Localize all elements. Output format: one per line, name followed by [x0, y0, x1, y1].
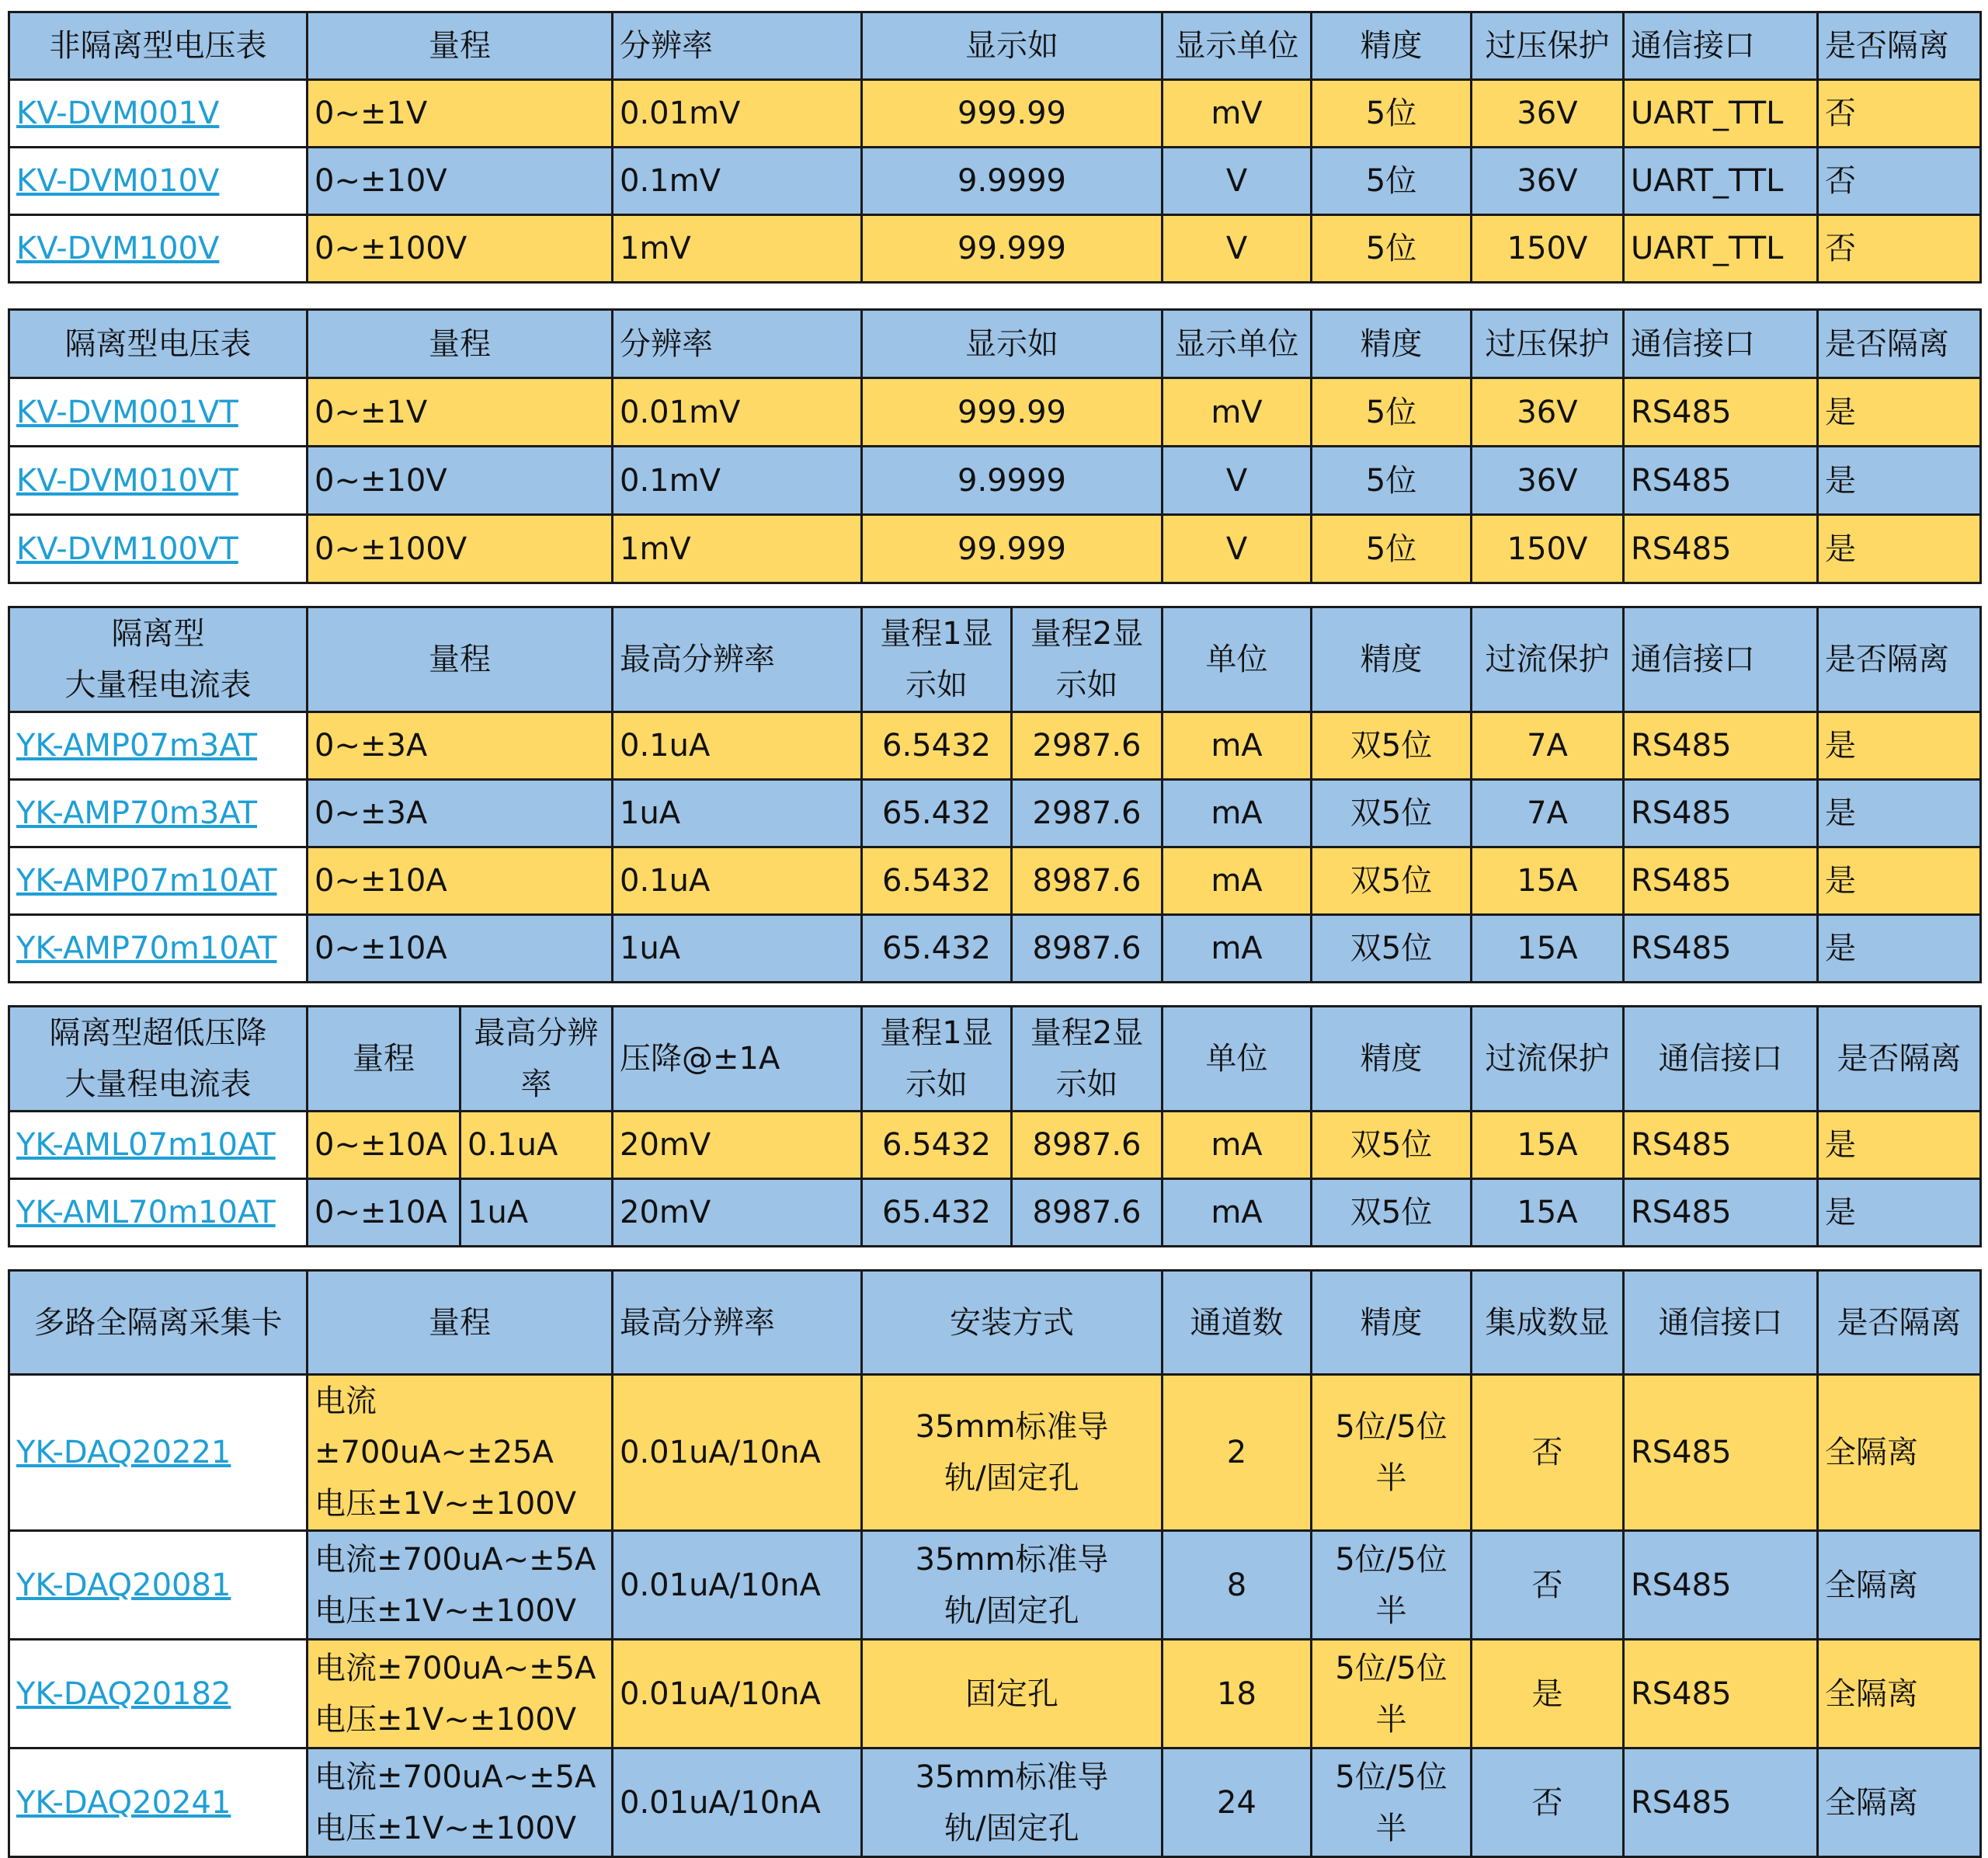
protection-cell: 15A — [1472, 1112, 1624, 1179]
range-cell: 0~±10A — [308, 915, 613, 983]
table-row — [9, 148, 1981, 215]
resolution-cell: 0.1mV — [613, 148, 862, 215]
header-cell: 非隔离型电压表 — [9, 12, 308, 80]
header-cell: 量程 — [308, 1007, 461, 1112]
model-cell — [9, 712, 308, 780]
range-cell: 0~±100V — [308, 215, 613, 283]
display-cell: 999.99 — [862, 80, 1163, 148]
table-row — [9, 712, 1981, 780]
header-row — [9, 12, 1981, 80]
header-cell: 隔离型 大量程电流表 — [9, 607, 308, 712]
table-row — [9, 1179, 1981, 1247]
header-cell: 压降@±1A — [613, 1007, 862, 1112]
interface-cell: RS485 — [1624, 1531, 1818, 1640]
header-cell: 过流保护 — [1472, 607, 1624, 712]
header-cell: 精度 — [1312, 12, 1472, 80]
range-cell: 电流±700uA~±5A 电压±1V~±100V — [308, 1640, 613, 1748]
interface-cell: RS485 — [1624, 915, 1818, 983]
voltage-drop-cell: 20mV — [613, 1112, 862, 1179]
model-cell — [9, 515, 308, 583]
interface-cell: RS485 — [1624, 1640, 1818, 1748]
model-cell — [9, 1640, 308, 1748]
isolation-cell: 否 — [1818, 215, 1981, 283]
model-link[interactable]: YK-AMP07m10AT — [16, 863, 277, 899]
header-row — [9, 1271, 1981, 1375]
header-cell: 最高分辨率 — [613, 1271, 862, 1375]
interface-cell: RS485 — [1624, 447, 1818, 515]
range-cell: 0~±100V — [308, 515, 613, 583]
model-cell — [9, 1179, 308, 1247]
range1-display-cell: 65.432 — [862, 780, 1012, 847]
model-link[interactable]: KV-DVM001VT — [16, 394, 238, 430]
table-daq-card — [8, 1269, 1982, 1858]
header-cell: 量程1显 示如 — [862, 1007, 1012, 1112]
header-cell: 过压保护 — [1472, 310, 1624, 378]
unit-cell: mA — [1163, 1179, 1312, 1247]
table-row — [9, 1375, 1981, 1531]
model-link[interactable]: YK-DAQ20182 — [16, 1675, 231, 1712]
range1-display-cell: 6.5432 — [862, 1112, 1012, 1179]
table-row — [9, 80, 1981, 148]
header-row — [9, 310, 1981, 378]
model-cell — [9, 80, 308, 148]
header-cell: 显示如 — [862, 310, 1163, 378]
model-link[interactable]: YK-AML07m10AT — [16, 1127, 276, 1163]
header-cell: 通信接口 — [1624, 310, 1818, 378]
header-cell: 过流保护 — [1472, 1007, 1624, 1112]
header-cell: 最高分辨率 — [613, 607, 862, 712]
model-cell — [9, 447, 308, 515]
channels-cell: 2 — [1163, 1375, 1312, 1531]
resolution-cell: 1mV — [613, 215, 862, 283]
range-cell: 0~±1V — [308, 80, 613, 148]
resolution-cell: 0.01mV — [613, 80, 862, 148]
header-cell: 量程2显 示如 — [1012, 1007, 1163, 1112]
mounting-cell: 35mm标准导 轨/固定孔 — [862, 1375, 1163, 1531]
header-cell: 是否隔离 — [1818, 310, 1981, 378]
isolation-cell: 是 — [1818, 1179, 1981, 1247]
display-integrated-cell: 是 — [1472, 1640, 1624, 1748]
range-cell: 0~±10A — [308, 1179, 461, 1247]
header-cell: 集成数显 — [1472, 1271, 1624, 1375]
unit-cell: mA — [1163, 847, 1312, 915]
protection-cell: 15A — [1472, 1179, 1624, 1247]
header-cell: 隔离型超低压降 大量程电流表 — [9, 1007, 308, 1112]
interface-cell: RS485 — [1624, 378, 1818, 447]
table-row — [9, 915, 1981, 983]
header-cell: 是否隔离 — [1818, 607, 1981, 712]
model-cell — [9, 378, 308, 447]
header-cell: 通道数 — [1163, 1271, 1312, 1375]
header-cell: 量程 — [308, 607, 613, 712]
interface-cell: UART_TTL — [1624, 80, 1818, 148]
display-integrated-cell: 否 — [1472, 1748, 1624, 1857]
header-cell: 显示单位 — [1163, 310, 1312, 378]
accuracy-cell: 5位 — [1312, 215, 1472, 283]
interface-cell: UART_TTL — [1624, 148, 1818, 215]
header-row — [9, 607, 1981, 712]
protection-cell: 15A — [1472, 847, 1624, 915]
model-cell — [9, 915, 308, 983]
isolation-cell: 否 — [1818, 80, 1981, 148]
header-cell: 通信接口 — [1624, 12, 1818, 80]
display-cell: 99.999 — [862, 215, 1163, 283]
accuracy-cell: 5位 — [1312, 378, 1472, 447]
header-cell: 是否隔离 — [1818, 1271, 1981, 1375]
table-row — [9, 1531, 1981, 1640]
resolution-cell: 0.01uA/10nA — [613, 1531, 862, 1640]
header-cell: 安装方式 — [862, 1271, 1163, 1375]
table-row — [9, 847, 1981, 915]
resolution-cell: 0.1uA — [461, 1112, 613, 1179]
interface-cell: RS485 — [1624, 712, 1818, 780]
model-link[interactable]: KV-DVM100V — [16, 231, 220, 266]
protection-cell: 15A — [1472, 915, 1624, 983]
display-integrated-cell: 否 — [1472, 1375, 1624, 1531]
isolation-cell: 全隔离 — [1818, 1531, 1981, 1640]
header-cell: 通信接口 — [1624, 607, 1818, 712]
header-cell: 量程1显 示如 — [862, 607, 1012, 712]
resolution-cell: 0.01uA/10nA — [613, 1748, 862, 1857]
voltage-drop-cell: 20mV — [613, 1179, 862, 1247]
header-cell: 精度 — [1312, 310, 1472, 378]
model-link[interactable]: YK-AMP07m3AT — [16, 728, 258, 764]
isolation-cell: 全隔离 — [1818, 1375, 1981, 1531]
accuracy-cell: 5位/5位 半 — [1312, 1640, 1472, 1748]
model-cell — [9, 780, 308, 847]
interface-cell: RS485 — [1624, 847, 1818, 915]
isolation-cell: 是 — [1818, 447, 1981, 515]
accuracy-cell: 双5位 — [1312, 712, 1472, 780]
mounting-cell: 35mm标准导 轨/固定孔 — [862, 1748, 1163, 1857]
resolution-cell: 0.01uA/10nA — [613, 1375, 862, 1531]
resolution-cell: 1uA — [613, 915, 862, 983]
header-cell: 最高分辨 率 — [461, 1007, 613, 1112]
accuracy-cell: 双5位 — [1312, 780, 1472, 847]
range2-display-cell: 2987.6 — [1012, 712, 1163, 780]
accuracy-cell: 5位 — [1312, 148, 1472, 215]
range2-display-cell: 8987.6 — [1012, 915, 1163, 983]
accuracy-cell: 5位 — [1312, 80, 1472, 148]
header-cell: 精度 — [1312, 1271, 1472, 1375]
table-low-drop-ammeter — [8, 1005, 1982, 1247]
header-cell: 量程 — [308, 12, 613, 80]
model-link[interactable]: KV-DVM100VT — [16, 531, 238, 567]
table-row — [9, 1112, 1981, 1179]
range2-display-cell: 8987.6 — [1012, 1179, 1163, 1247]
mounting-cell: 35mm标准导 轨/固定孔 — [862, 1531, 1163, 1640]
accuracy-cell: 5位/5位 半 — [1312, 1531, 1472, 1640]
model-cell — [9, 847, 308, 915]
display-cell: 9.9999 — [862, 148, 1163, 215]
model-link[interactable]: YK-DAQ20081 — [16, 1567, 231, 1603]
range-cell: 电流±700uA~±25A 电压±1V~±100V — [308, 1375, 613, 1531]
range-cell: 0~±3A — [308, 780, 613, 847]
range-cell: 0~±1V — [308, 378, 613, 447]
mounting-cell: 固定孔 — [862, 1640, 1163, 1748]
isolation-cell: 全隔离 — [1818, 1640, 1981, 1748]
model-link[interactable]: KV-DVM010V — [16, 163, 220, 199]
protection-cell: 36V — [1472, 378, 1624, 447]
range2-display-cell: 2987.6 — [1012, 780, 1163, 847]
accuracy-cell: 双5位 — [1312, 915, 1472, 983]
interface-cell: UART_TTL — [1624, 215, 1818, 283]
protection-cell: 36V — [1472, 80, 1624, 148]
table-isolated-voltmeter — [8, 308, 1982, 584]
accuracy-cell: 双5位 — [1312, 1179, 1472, 1247]
model-link[interactable]: KV-DVM010VT — [16, 462, 238, 499]
header-cell: 单位 — [1163, 1007, 1312, 1112]
range1-display-cell: 65.432 — [862, 1179, 1012, 1247]
model-link[interactable]: YK-DAQ20241 — [16, 1784, 231, 1821]
resolution-cell: 0.1uA — [613, 847, 862, 915]
accuracy-cell: 双5位 — [1312, 847, 1472, 915]
resolution-cell: 1uA — [461, 1179, 613, 1247]
model-cell — [9, 148, 308, 215]
channels-cell: 18 — [1163, 1640, 1312, 1748]
model-cell — [9, 1531, 308, 1640]
protection-cell: 7A — [1472, 780, 1624, 847]
header-cell: 精度 — [1312, 607, 1472, 712]
isolation-cell: 是 — [1818, 712, 1981, 780]
header-cell: 量程 — [308, 310, 613, 378]
display-cell: 99.999 — [862, 515, 1163, 583]
header-cell: 隔离型电压表 — [9, 310, 308, 378]
accuracy-cell: 5位/5位 半 — [1312, 1375, 1472, 1531]
channels-cell: 24 — [1163, 1748, 1312, 1857]
table-row — [9, 780, 1981, 847]
protection-cell: 150V — [1472, 515, 1624, 583]
range-cell: 0~±10A — [308, 1112, 461, 1179]
table-row — [9, 215, 1981, 283]
unit-cell: V — [1163, 447, 1312, 515]
header-cell: 过压保护 — [1472, 12, 1624, 80]
header-cell: 量程2显 示如 — [1012, 607, 1163, 712]
model-link[interactable]: KV-DVM001V — [16, 96, 220, 131]
range-cell: 0~±10V — [308, 447, 613, 515]
range-cell: 电流±700uA~±5A 电压±1V~±100V — [308, 1748, 613, 1857]
accuracy-cell: 5位/5位 半 — [1312, 1748, 1472, 1857]
model-cell — [9, 1748, 308, 1857]
model-cell — [9, 1375, 308, 1531]
unit-cell: V — [1163, 215, 1312, 283]
table-row — [9, 378, 1981, 447]
header-cell: 分辨率 — [613, 12, 862, 80]
model-link[interactable]: YK-AMP70m10AT — [16, 931, 277, 966]
isolation-cell: 是 — [1818, 780, 1981, 847]
resolution-cell: 0.1uA — [613, 712, 862, 780]
header-cell: 分辨率 — [613, 310, 862, 378]
display-integrated-cell: 否 — [1472, 1531, 1624, 1640]
unit-cell: mA — [1163, 780, 1312, 847]
protection-cell: 150V — [1472, 215, 1624, 283]
resolution-cell: 0.01mV — [613, 378, 862, 447]
table-row — [9, 1640, 1981, 1748]
header-cell: 显示单位 — [1163, 12, 1312, 80]
model-link[interactable]: YK-DAQ20221 — [16, 1435, 231, 1470]
isolation-cell: 是 — [1818, 515, 1981, 583]
table-row — [9, 1748, 1981, 1857]
interface-cell: RS485 — [1624, 515, 1818, 583]
interface-cell: RS485 — [1624, 1112, 1818, 1179]
header-cell: 量程 — [308, 1271, 613, 1375]
unit-cell: V — [1163, 148, 1312, 215]
unit-cell: mA — [1163, 712, 1312, 780]
isolation-cell: 否 — [1818, 148, 1981, 215]
display-cell: 999.99 — [862, 378, 1163, 447]
resolution-cell: 0.01uA/10nA — [613, 1640, 862, 1748]
interface-cell: RS485 — [1624, 1748, 1818, 1857]
range1-display-cell: 6.5432 — [862, 847, 1012, 915]
resolution-cell: 1mV — [613, 515, 862, 583]
header-cell: 多路全隔离采集卡 — [9, 1271, 308, 1375]
isolation-cell: 是 — [1818, 915, 1981, 983]
table-isolated-ammeter — [8, 606, 1982, 983]
accuracy-cell: 5位 — [1312, 447, 1472, 515]
interface-cell: RS485 — [1624, 1375, 1818, 1531]
header-cell: 通信接口 — [1624, 1271, 1818, 1375]
isolation-cell: 是 — [1818, 1112, 1981, 1179]
unit-cell: mV — [1163, 378, 1312, 447]
header-cell: 精度 — [1312, 1007, 1472, 1112]
channels-cell: 8 — [1163, 1531, 1312, 1640]
range1-display-cell: 6.5432 — [862, 712, 1012, 780]
model-cell — [9, 1112, 308, 1179]
range-cell: 电流±700uA~±5A 电压±1V~±100V — [308, 1531, 613, 1640]
header-cell: 显示如 — [862, 12, 1163, 80]
range2-display-cell: 8987.6 — [1012, 847, 1163, 915]
range-cell: 0~±10V — [308, 148, 613, 215]
header-row — [9, 1007, 1981, 1112]
range-cell: 0~±3A — [308, 712, 613, 780]
interface-cell: RS485 — [1624, 1179, 1818, 1247]
interface-cell: RS485 — [1624, 780, 1818, 847]
unit-cell: mA — [1163, 1112, 1312, 1179]
unit-cell: V — [1163, 515, 1312, 583]
model-link[interactable]: YK-AMP70m3AT — [16, 795, 258, 831]
model-link[interactable]: YK-AML70m10AT — [16, 1195, 276, 1230]
table-row — [9, 515, 1981, 583]
header-cell: 是否隔离 — [1818, 12, 1981, 80]
resolution-cell: 0.1mV — [613, 447, 862, 515]
isolation-cell: 全隔离 — [1818, 1748, 1981, 1857]
protection-cell: 36V — [1472, 447, 1624, 515]
range2-display-cell: 8987.6 — [1012, 1112, 1163, 1179]
table-non-isolated-voltmeter — [8, 11, 1982, 284]
range-cell: 0~±10A — [308, 847, 613, 915]
protection-cell: 36V — [1472, 148, 1624, 215]
accuracy-cell: 5位 — [1312, 515, 1472, 583]
header-cell: 单位 — [1163, 607, 1312, 712]
protection-cell: 7A — [1472, 712, 1624, 780]
resolution-cell: 1uA — [613, 780, 862, 847]
header-cell: 是否隔离 — [1818, 1007, 1981, 1112]
unit-cell: mV — [1163, 80, 1312, 148]
header-cell: 通信接口 — [1624, 1007, 1818, 1112]
isolation-cell: 是 — [1818, 847, 1981, 915]
isolation-cell: 是 — [1818, 378, 1981, 447]
accuracy-cell: 双5位 — [1312, 1112, 1472, 1179]
unit-cell: mA — [1163, 915, 1312, 983]
range1-display-cell: 65.432 — [862, 915, 1012, 983]
model-cell — [9, 215, 308, 283]
table-row — [9, 447, 1981, 515]
display-cell: 9.9999 — [862, 447, 1163, 515]
